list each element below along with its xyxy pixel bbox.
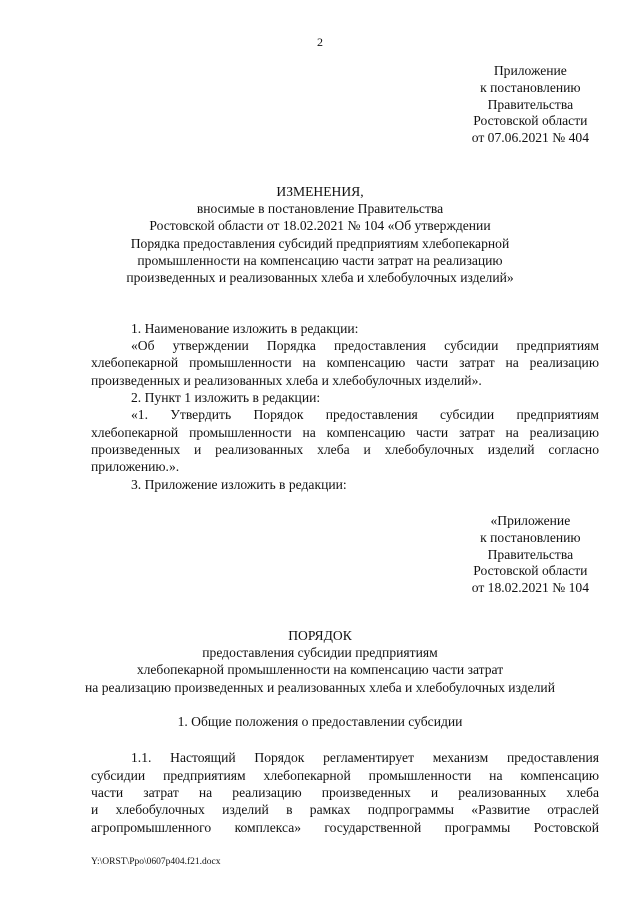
appendix-line: к постановлению — [480, 79, 581, 95]
changes-subtitle-line: вносимые в постановление Правительства — [196, 201, 444, 217]
appendix-line: к постановлению — [480, 529, 581, 545]
body-line: произведенных и реализованных хлеба и хлебобулочных изделий согласно — [91, 442, 599, 457]
changes-subtitle-line: произведенных и реализованных хлеба и хлебобулочных изделий» — [126, 270, 514, 286]
body-line: «1. Утвердить Порядок предоставления субсидии предприятиям — [131, 407, 599, 422]
order-subtitle-line: предоставления субсидии предприятиям — [202, 645, 438, 661]
body-line: хлебопекарной промышленности на компенсацию части затрат на реализацию — [91, 355, 599, 370]
file-path-footer: Y:\ORST\Ppo\0607p404.f21.docx — [91, 857, 221, 867]
body-line: приложению.». — [91, 459, 180, 474]
appendix-reference-top — [472, 63, 589, 147]
appendix-line: от 18.02.2021 № 104 — [471, 580, 589, 596]
section-line: части затрат на реализацию произведенных и реализованных хлеба — [91, 785, 599, 800]
order-title: ПОРЯДОК — [288, 628, 352, 643]
body-line: «Об утверждении Порядка предоставления субсидии предприятиям — [131, 338, 599, 353]
body-line: 1. Наименование изложить в редакции: — [131, 321, 359, 336]
appendix-line: Ростовской области — [473, 113, 588, 129]
appendix-line: «Приложение — [490, 513, 571, 528]
section-heading: 1. Общие положения о предоставлении субсидии — [177, 714, 463, 729]
body-line: хлебопекарной промышленности на компенсацию части затрат на реализацию — [91, 425, 599, 440]
changes-title: ИЗМЕНЕНИЯ, — [276, 184, 364, 199]
section-line: 1.1. Настоящий Порядок регламентирует механизм предоставления — [131, 750, 599, 765]
order-subtitle-line: на реализацию произведенных и реализованных хлеба и хлебобулочных изделий — [85, 679, 555, 695]
changes-subtitle-line: промышленности на компенсацию части затрат на реализацию — [137, 252, 503, 268]
section-line: субсидии предприятиям хлебопекарной промышленности на компенсацию — [91, 768, 599, 783]
body-line: 2. Пункт 1 изложить в редакции: — [131, 390, 321, 405]
section-line: и хлебобулочных изделий в рамках подпрограммы «Развитие отраслей — [91, 802, 599, 817]
order-subtitle-line: хлебопекарной промышленности на компенсацию части затрат — [136, 662, 504, 678]
appendix-line: Правительства — [487, 96, 574, 112]
order-heading — [0, 627, 640, 696]
changes-subtitle-line: Ростовской области от 18.02.2021 № 104 «Об утверждении — [149, 218, 491, 234]
page-number: 2 — [317, 35, 323, 49]
changes-subtitle-line: Порядка предоставления субсидий предприятиям хлебопекарной — [130, 235, 510, 251]
appendix-line: Приложение — [493, 63, 567, 78]
appendix-line: от 07.06.2021 № 404 — [471, 130, 589, 146]
appendix-line: Правительства — [487, 546, 574, 562]
appendix-line: Ростовской области — [473, 563, 588, 579]
changes-heading — [0, 183, 640, 286]
appendix-reference-quoted — [472, 513, 589, 597]
body-line: 3. Приложение изложить в редакции: — [131, 477, 347, 492]
section-line: агропромышленного комплекса» государственной программы Ростовской — [91, 820, 599, 835]
body-line: произведенных и реализованных хлеба и хлебобулочных изделий». — [91, 373, 482, 388]
